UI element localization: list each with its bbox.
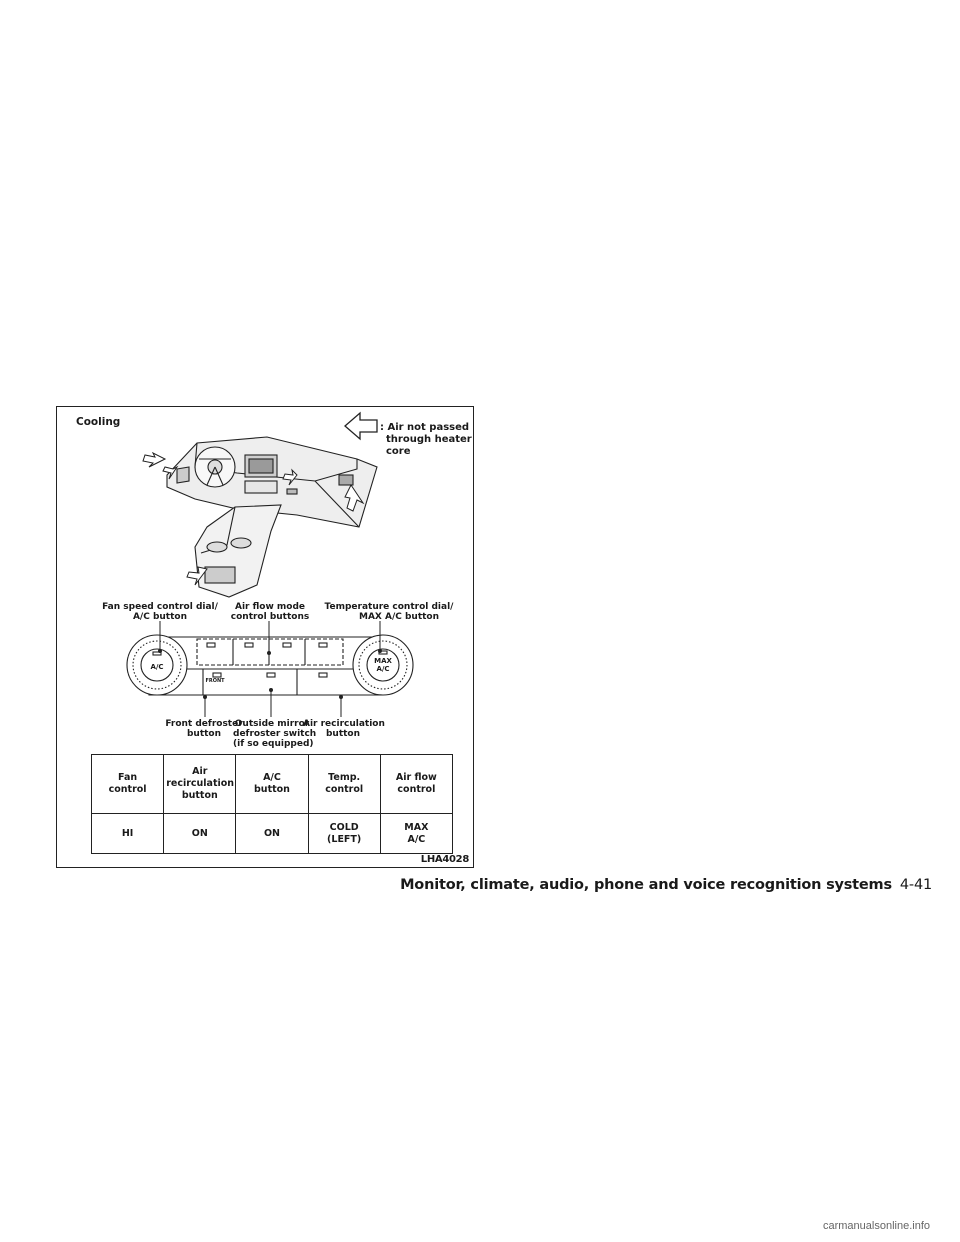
watermark: carmanualsonline.info (822, 1220, 930, 1232)
header-temp-control: Temp. control (308, 755, 380, 814)
value-ac-button: ON (236, 814, 308, 854)
callout-front-defroster: Front defroster button (165, 719, 243, 739)
page-number: 4-41 (899, 877, 932, 893)
figure-title: Cooling (76, 416, 121, 428)
section-title: Monitor, climate, audio, phone and voice recognition systems (400, 877, 892, 893)
callout-air-flow-mode: Air flow mode control buttons (230, 602, 310, 622)
figure-code: LHA4028 (420, 854, 469, 865)
value-air-flow-control: MAX A/C (380, 814, 452, 854)
callout-fan-speed: Fan speed control dial/ A/C button (102, 602, 218, 622)
header-fan-control: Fan control (92, 755, 164, 814)
header-air-flow-control: Air flow control (380, 755, 452, 814)
page-footer (400, 877, 932, 893)
right-dial-label: MAX A/C (374, 657, 392, 673)
cooling-settings-table (91, 754, 453, 854)
value-fan-control: HI (92, 814, 164, 854)
table-header-row (92, 755, 453, 814)
callout-mirror-defroster: Outside mirror defroster switch (if so equipped) (233, 719, 317, 749)
header-ac-button: A/C button (236, 755, 308, 814)
cooling-figure (56, 406, 474, 868)
callout-temperature: Temperature control dial/ MAX A/C button (324, 602, 454, 622)
table-value-row (92, 814, 453, 854)
left-dial-label: A/C (150, 663, 164, 671)
header-air-recirculation: Air recirculation button (164, 755, 236, 814)
hollow-left-arrow-icon (345, 413, 377, 439)
value-temp-control: COLD (LEFT) (308, 814, 380, 854)
callout-air-recirculation: Air recirculation button (303, 719, 385, 739)
legend-text: : Air not passed through heater core (380, 422, 472, 457)
front-defroster-icon-text: FRONT (205, 678, 225, 684)
value-air-recirculation: ON (164, 814, 236, 854)
